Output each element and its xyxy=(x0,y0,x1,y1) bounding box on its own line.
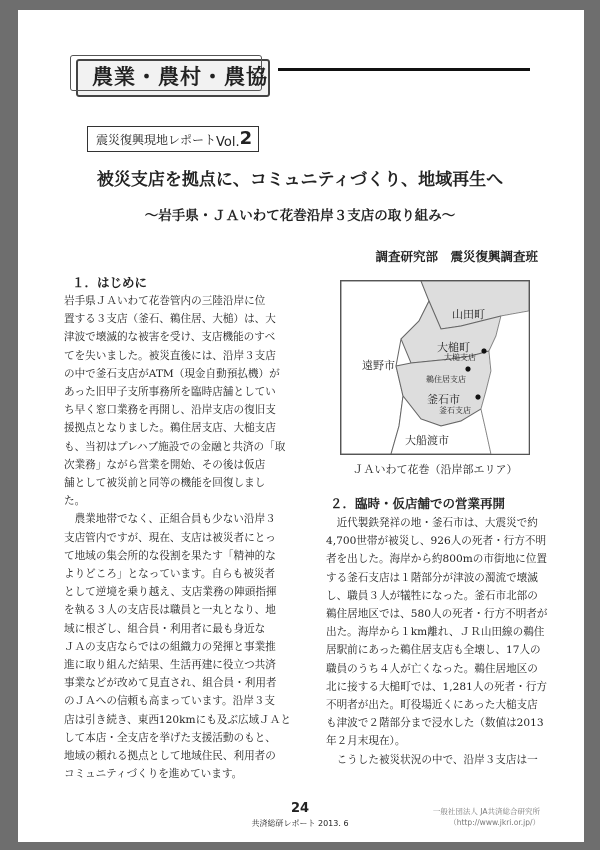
map-label-unosumai-branch: 鵜住居支店 xyxy=(426,375,466,384)
article-author: 調査研究部 震災復興調査班 xyxy=(375,249,538,264)
body-line: 舗として被災前と同等の機能を回復しまし xyxy=(64,477,266,490)
map-label-yamada: 山田町 xyxy=(452,308,485,321)
body-line: 岩手県ＪＡいわて花巻管内の三陸沿岸に位 xyxy=(64,295,266,307)
section1-body xyxy=(64,292,291,783)
section2-heading: ２．臨時・仮店舗での営業再開 xyxy=(330,496,506,511)
map-label-ofunato: 大船渡市 xyxy=(405,434,449,447)
body-line: し、職員３人が犠牲になった。釜石市北部の xyxy=(326,589,538,602)
body-line: 近代製鉄発祥の地・釜石市は、大震災で約 xyxy=(326,517,538,529)
section1-heading: １．はじめに xyxy=(72,275,148,290)
map-label-otsuchi: 大槌町 xyxy=(437,341,470,354)
section2-body xyxy=(326,514,548,769)
map-marker-unosumai xyxy=(465,366,470,371)
body-line: 援拠点となりました。鵜住居支店、大槌支店 xyxy=(64,422,276,435)
body-line: た。 xyxy=(64,495,86,508)
publication-name: 共済総研レポート 2013. 6 xyxy=(251,819,349,828)
map-marker-otsuchi xyxy=(481,348,486,353)
body-line: を執る３人の支店長は職員と一丸となり、地 xyxy=(64,604,276,617)
body-line: こうした被災状況の中で、沿岸３支店は一 xyxy=(326,753,538,766)
article-title: 被災支店を拠点に、コミュニティづくり、地域再生へ xyxy=(96,170,504,190)
body-line: 職員のうち４人が亡くなった。鵜住居地区の xyxy=(326,662,538,675)
body-line: て地域の集会所的な役割を果たす「精神的な xyxy=(64,549,276,562)
series-volume xyxy=(216,130,252,151)
publisher-url: （http://www.jkri.or.jp/） xyxy=(449,818,540,827)
body-line: 津波で壊滅的な被害を受け、支店機能のすべ xyxy=(64,331,276,344)
body-line: も、当初はプレハブ施設での金融と共済の「取 xyxy=(64,440,286,453)
body-line: 地域の頼れる拠点として地域住民、利用者の xyxy=(64,750,276,763)
category-title: 農業・農村・農協 xyxy=(92,65,268,89)
body-line: 北に接する大槌町では、1,281人の死者・行方 xyxy=(326,680,548,693)
article-subtitle: 〜岩手県・ＪＡいわて花巻沿岸３支店の取り組み〜 xyxy=(144,208,456,224)
map-label-tono: 遠野市 xyxy=(362,359,395,372)
body-line: も津波で２階部分まで浸水した（数値は2013 xyxy=(326,717,544,730)
body-line: てを失いました。被災直後には、沿岸３支店 xyxy=(64,349,276,362)
body-line: する釜石支店は１階部分が津波の濁流で壊滅 xyxy=(326,571,538,584)
page-number: 24 xyxy=(290,801,310,816)
body-line: コミュニティづくりを進めています。 xyxy=(64,768,243,781)
body-line: して本店・全支店を挙げた支援活動のもと、 xyxy=(64,731,276,744)
map-label-otsuchi-branch: 大槌支店 xyxy=(444,353,476,362)
map-caption: ＪＡいわて花巻（沿岸部エリア） xyxy=(352,463,518,476)
publisher-info xyxy=(433,806,540,828)
body-line: 支店管内ですが、現在、支店は被災者にとっ xyxy=(64,531,276,544)
body-line: 進に取り組んだ結果、生活再建に役立つ共済 xyxy=(64,659,276,672)
body-line: あった旧甲子支所事務所を臨時店舗としてい xyxy=(64,386,276,399)
vol-prefix: Vol. xyxy=(216,135,240,150)
body-line: 店は引き続き、東西120kmにも及ぶ広域ＪＡと xyxy=(64,713,291,726)
body-line: よりどころ」となっています。自らも被災者 xyxy=(64,568,276,581)
series-badge xyxy=(87,126,259,152)
body-line: 出た。海岸から１km離れ、ＪＲ山田線の鵜住 xyxy=(326,626,545,639)
body-line: 置する３支店（釜石、鵜住居、大槌）は、大 xyxy=(64,313,276,326)
map-marker-kamaishi xyxy=(475,394,480,399)
body-line: のＪＡへの信頼も高まっています。沿岸３支 xyxy=(64,695,276,708)
series-label: 震災復興現地レポート xyxy=(96,133,217,147)
body-line: 農業地帯でなく、正組合員も少ない沿岸３ xyxy=(64,513,276,526)
vol-number: 2 xyxy=(239,128,253,149)
header-rule xyxy=(278,68,530,71)
body-line: の中で釜石支店がATM（現金自動預払機）が xyxy=(64,367,280,380)
map-label-kamaishi: 釜石市 xyxy=(427,393,460,406)
body-line: として逆境を乗り越え、支店業務の陣頭指揮 xyxy=(64,586,277,599)
body-line: 居駅前にあった鵜住居支店も全壊し、17人の xyxy=(326,644,541,657)
body-line: 年２月末現在）。 xyxy=(326,735,406,748)
body-line: 者を出した。海岸から約800mの市街地に位置 xyxy=(326,553,547,566)
body-line: 鵜住居地区では、580人の死者・行方不明者が xyxy=(326,608,548,621)
body-line: 事業などが改めて見直され、組合員・利用者 xyxy=(64,677,277,690)
publisher-name: 一般社団法人 JA共済総合研究所 xyxy=(432,807,540,816)
body-line: 不明者が出た。町役場近くにあった大槌支店 xyxy=(326,699,538,712)
body-line: 4,700世帯が被災し、926人の死者・行方不明 xyxy=(326,535,547,548)
body-line: ＪＡの支店ならではの組織力の発揮と事業推 xyxy=(64,640,276,653)
body-line: ち早く窓口業務を再開し、沿岸支店の復旧支 xyxy=(64,404,276,417)
body-line: 域に根ざし、組合員・利用者に最も身近な xyxy=(64,622,266,635)
map-label-kamaishi-branch: 釜石支店 xyxy=(439,406,471,415)
body-line: 次業務」ながら営業を開始、その後は仮店 xyxy=(64,458,266,471)
category-header xyxy=(70,55,270,95)
